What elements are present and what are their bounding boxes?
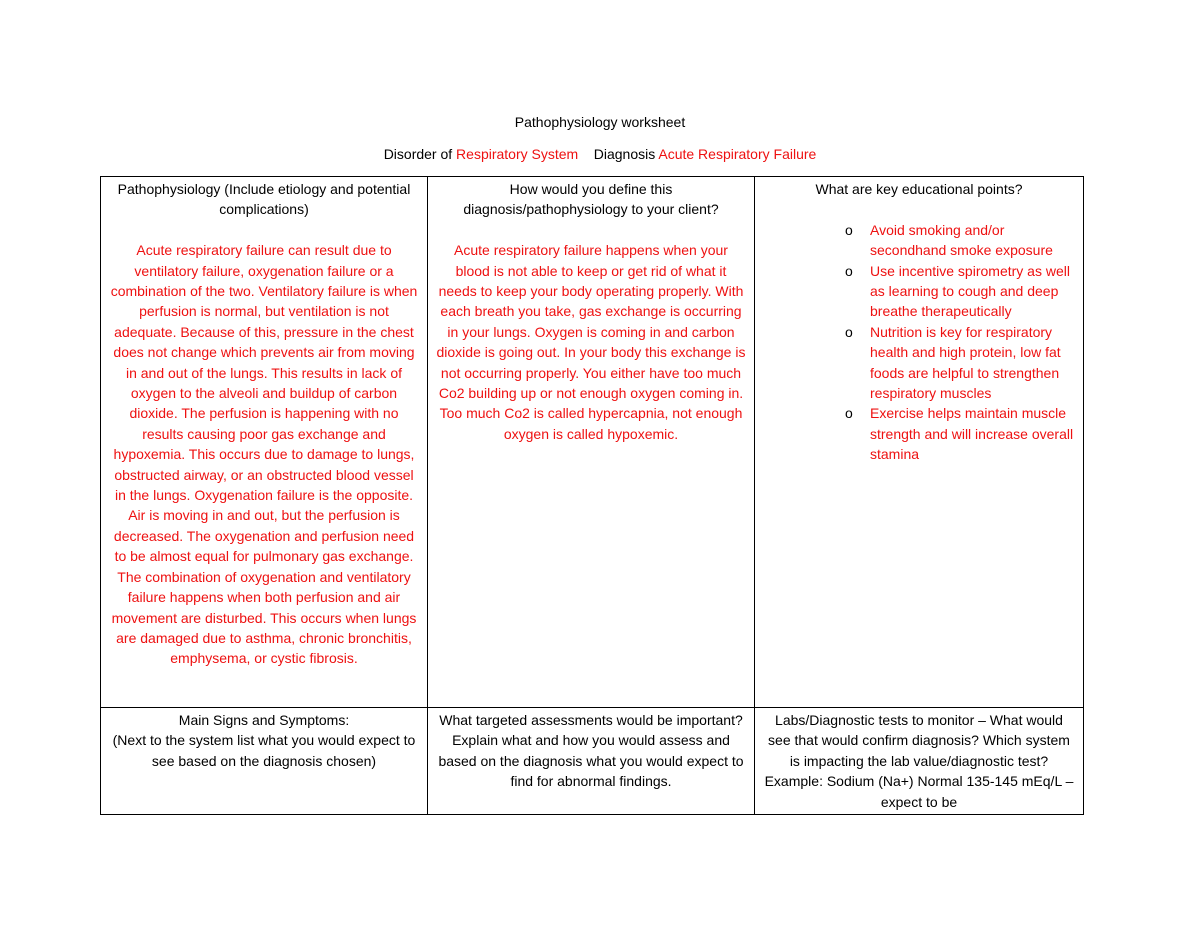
page-title: Pathophysiology worksheet xyxy=(514,114,686,130)
list-item xyxy=(763,322,1075,404)
client-definition-cell xyxy=(428,177,755,708)
educational-points-list xyxy=(763,220,1075,465)
diagnosis-value: Acute Respiratory Failure xyxy=(658,146,817,162)
signs-symptoms-heading: Main Signs and Symptoms: xyxy=(178,712,350,728)
table-row xyxy=(101,177,1084,708)
worksheet-table xyxy=(100,176,1084,815)
bullet-icon: o xyxy=(845,405,853,422)
diagnosis-label: Diagnosis xyxy=(593,146,659,162)
list-item xyxy=(763,261,1075,322)
educational-point: Use incentive spirometry as well as learning to cough and deep breathe therapeutically xyxy=(870,262,1070,320)
bullet-icon: o xyxy=(845,323,853,340)
bullet-icon: o xyxy=(845,221,853,238)
educational-point: Exercise helps maintain muscle strength and will increase overall stamina xyxy=(870,405,1074,463)
targeted-assessments-cell xyxy=(428,708,755,815)
educational-point: Nutrition is key for respiratory health and high protein, low fat foods are helpful to strengthen respiratory muscles xyxy=(870,323,1061,402)
list-item xyxy=(763,220,1075,261)
targeted-assessments-heading: What targeted assessments would be important? Explain what and how you would assess and based on the diagnosis what you would expect to find for abnormal findings. xyxy=(438,712,744,790)
table-row xyxy=(101,708,1084,815)
signs-symptoms-subheading: (Next to the system list what you would expect to see based on the diagnosis chosen) xyxy=(112,732,416,769)
educational-points-cell xyxy=(755,177,1084,708)
client-definition-heading: How would you define this diagnosis/pathophysiology to your client? xyxy=(463,181,719,218)
list-item xyxy=(763,403,1075,464)
bullet-icon: o xyxy=(845,262,853,279)
client-definition-answer: Acute respiratory failure happens when your blood is not able to keep or get rid of what it needs to keep your body operating properly. With each breath you take, gas exchange is occurring in your lungs. Oxygen is coming in and carbon dioxide is going out. In your body this exchange is not occurring properly. You either have too much Co2 building up or not enough oxygen coming in. Too much Co2 is called hypercapnia, not enough oxygen is called hypoxemic. xyxy=(436,242,746,442)
labs-diagnostics-cell xyxy=(755,708,1084,815)
signs-symptoms-cell xyxy=(101,708,428,815)
labs-diagnostics-heading: Labs/Diagnostic tests to monitor – What would see that would confirm diagnosis? Which system is impacting the lab value/diagnostic test? Example: Sodium (Na+) Normal 135-145 mEq/L – expect to be xyxy=(764,712,1074,810)
pathophysiology-heading: Pathophysiology (Include etiology and potential complications) xyxy=(117,181,411,218)
educational-point: Avoid smoking and/or secondhand smoke exposure xyxy=(870,221,1053,259)
pathophysiology-cell xyxy=(101,177,428,708)
diagnosis-line xyxy=(0,144,1200,164)
pathophysiology-answer: Acute respiratory failure can result due to ventilatory failure, oxygenation failure or a combination of the two. Ventilatory failure is when perfusion is normal, but ventilation is not adequate. Because of this, pressure in the chest does not change which prevents air from moving in and out of the lungs. This results in lack of oxygen to the alveoli and buildup of carbon dioxide. The perfusion is happening with no results causing poor gas exchange and hypoxemia. This occurs due to damage to lungs, obstructed airway, or an obstructed blood vessel in the lungs. Oxygenation failure is the opposite. Air is moving in and out, but the perfusion is decreased. The oxygenation and perfusion need to be almost equal for pulmonary gas exchange. The combination of oxygenation and ventilatory failure happens when both perfusion and air movement are disturbed. This occurs when lungs are damaged due to asthma, chronic bronchitis, emphysema, or cystic fibrosis. xyxy=(110,242,418,667)
disorder-label: Disorder of xyxy=(383,146,457,162)
educational-points-heading: What are key educational points? xyxy=(815,181,1023,197)
disorder-value: Respiratory System xyxy=(456,146,579,162)
